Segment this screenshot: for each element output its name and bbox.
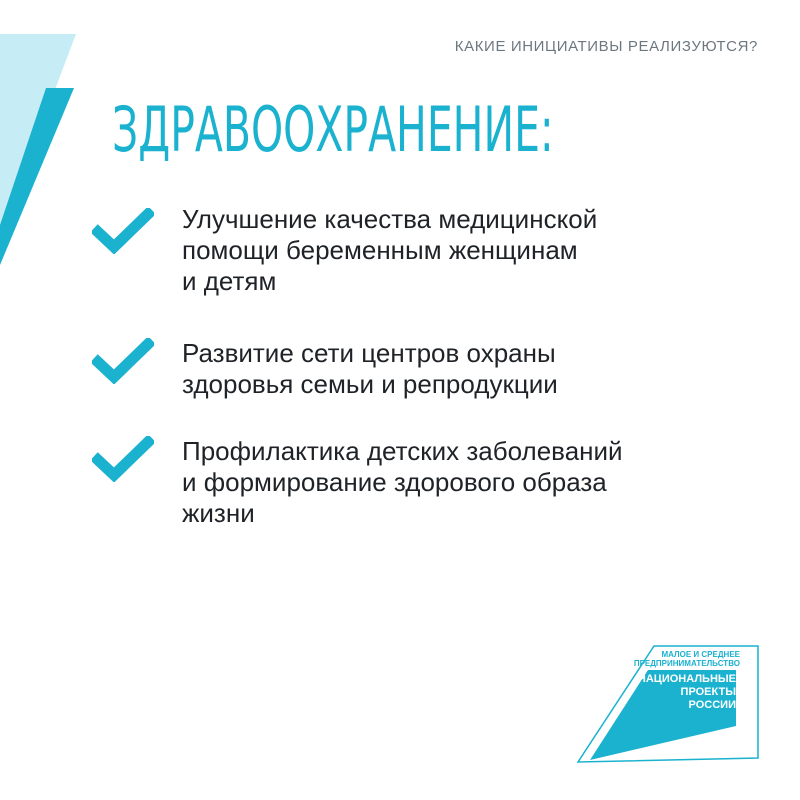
national-projects-logo xyxy=(576,640,766,770)
list-item-text: Профилактика детских заболеваний и формирование здорового образа жизни xyxy=(182,436,623,528)
checkmark-icon xyxy=(92,436,154,482)
list-item-text: Улучшение качества медицинской помощи беременным женщинам и детям xyxy=(182,204,598,296)
logo-main-text: НАЦИОНАЛЬНЫЕ ПРОЕКТЫ РОССИИ xyxy=(637,673,736,711)
section-question: КАКИЕ ИНИЦИАТИВЫ РЕАЛИЗУЮТСЯ? xyxy=(454,38,758,55)
logo-top-text: МАЛОЕ И СРЕДНЕЕ ПРЕДПРИНИМАТЕЛЬСТВО xyxy=(633,650,740,668)
checkmark-icon xyxy=(92,338,154,384)
section-title: ЗДРАВООХРАНЕНИЕ: xyxy=(112,93,554,166)
list-item-text: Развитие сети центров охраны здоровья семьи и репродукции xyxy=(182,338,558,399)
checkmark-icon xyxy=(92,208,154,254)
